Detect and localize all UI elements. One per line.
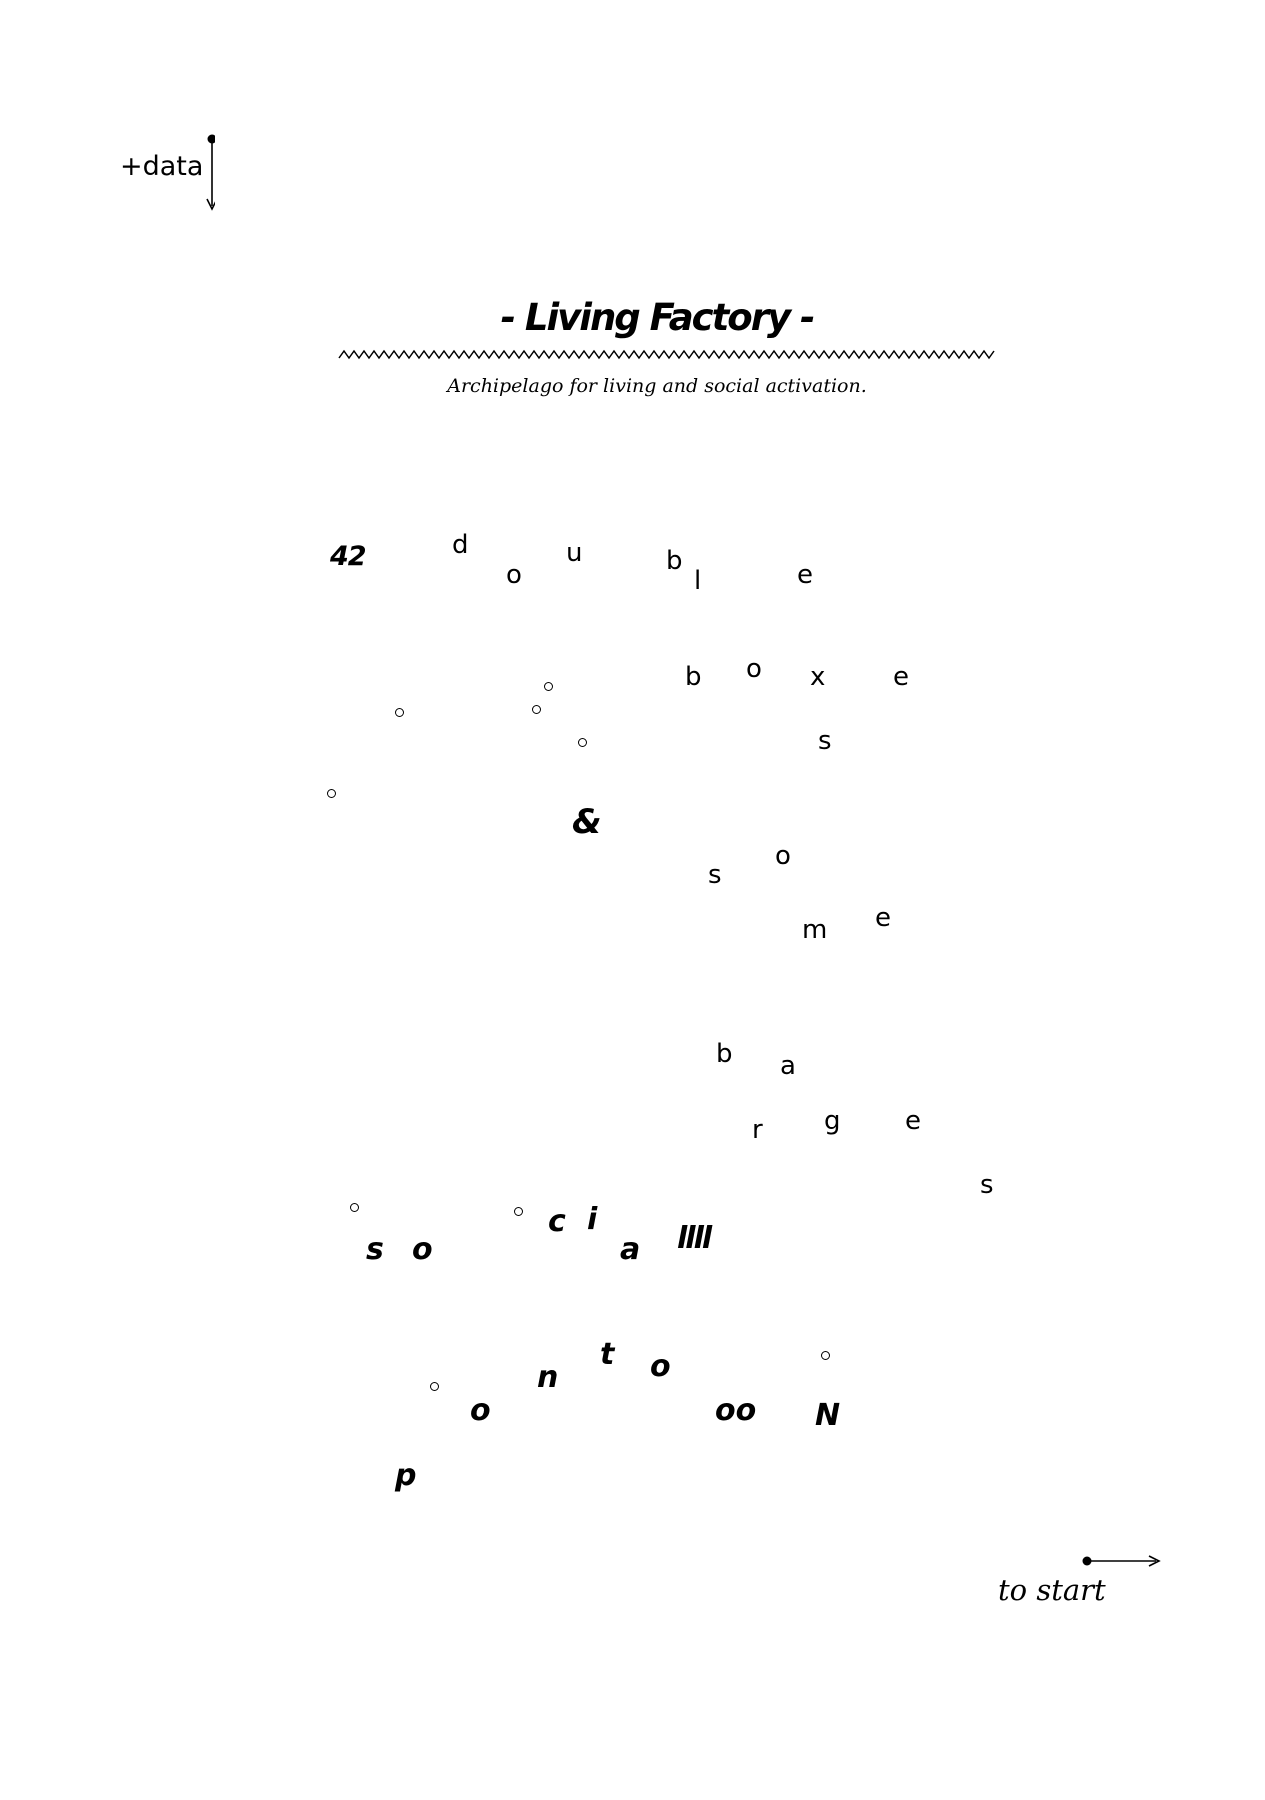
letter-s: s (980, 1170, 994, 1200)
letter-n: n (537, 1360, 558, 1395)
letter-i: i (587, 1202, 597, 1237)
letter-o: o (412, 1232, 432, 1267)
letter-e: e (893, 662, 909, 692)
small-circle-icon (532, 705, 541, 714)
letter-o: o (746, 654, 762, 684)
page-title: - Living Factory - (500, 296, 814, 339)
letter-b: b (666, 546, 683, 576)
arrow-right-icon[interactable] (1080, 1553, 1162, 1569)
letter-s: s (818, 726, 832, 756)
small-circle-icon (514, 1207, 523, 1216)
letter-N: N (815, 1398, 840, 1433)
small-circle-icon (350, 1203, 359, 1212)
letter-l: l (694, 566, 702, 596)
letter-o: o (650, 1349, 670, 1384)
letter-llll: llll (677, 1221, 711, 1256)
letter-c: c (548, 1204, 565, 1239)
arrow-down-icon[interactable] (199, 130, 215, 212)
zigzag-divider (338, 348, 1000, 362)
letter-s: s (366, 1232, 383, 1267)
letter-b: b (685, 662, 702, 692)
small-circle-icon (578, 738, 587, 747)
small-circle-icon (395, 708, 404, 717)
letter-m: m (802, 915, 828, 945)
letter-o: o (470, 1393, 490, 1428)
letter-t: t (600, 1337, 614, 1372)
small-circle-icon (327, 789, 336, 798)
letter-oo: oo (715, 1393, 757, 1428)
letter-x: x (810, 662, 826, 692)
small-circle-icon (430, 1382, 439, 1391)
letter-r: r (752, 1115, 763, 1145)
number-42: 42 (330, 541, 366, 572)
letter-d: d (452, 530, 469, 560)
letter-o: o (775, 841, 791, 871)
letter-b: b (716, 1039, 733, 1069)
letter-e: e (875, 903, 891, 933)
data-link[interactable]: +data (120, 151, 204, 182)
letter-p: p (395, 1458, 416, 1493)
ampersand: & (572, 802, 601, 842)
letter-g: g (824, 1106, 841, 1136)
letter-e: e (905, 1106, 921, 1136)
letter-a: a (780, 1051, 796, 1081)
letter-e: e (797, 560, 813, 590)
letter-u: u (566, 538, 583, 568)
letter-s: s (708, 860, 722, 890)
small-circle-icon (544, 682, 553, 691)
letter-a: a (620, 1232, 640, 1267)
small-circle-icon (821, 1351, 830, 1360)
page-subtitle: Archipelago for living and social activation. (447, 375, 867, 397)
to-start-link[interactable]: to start (998, 1573, 1106, 1607)
letter-o: o (506, 560, 522, 590)
